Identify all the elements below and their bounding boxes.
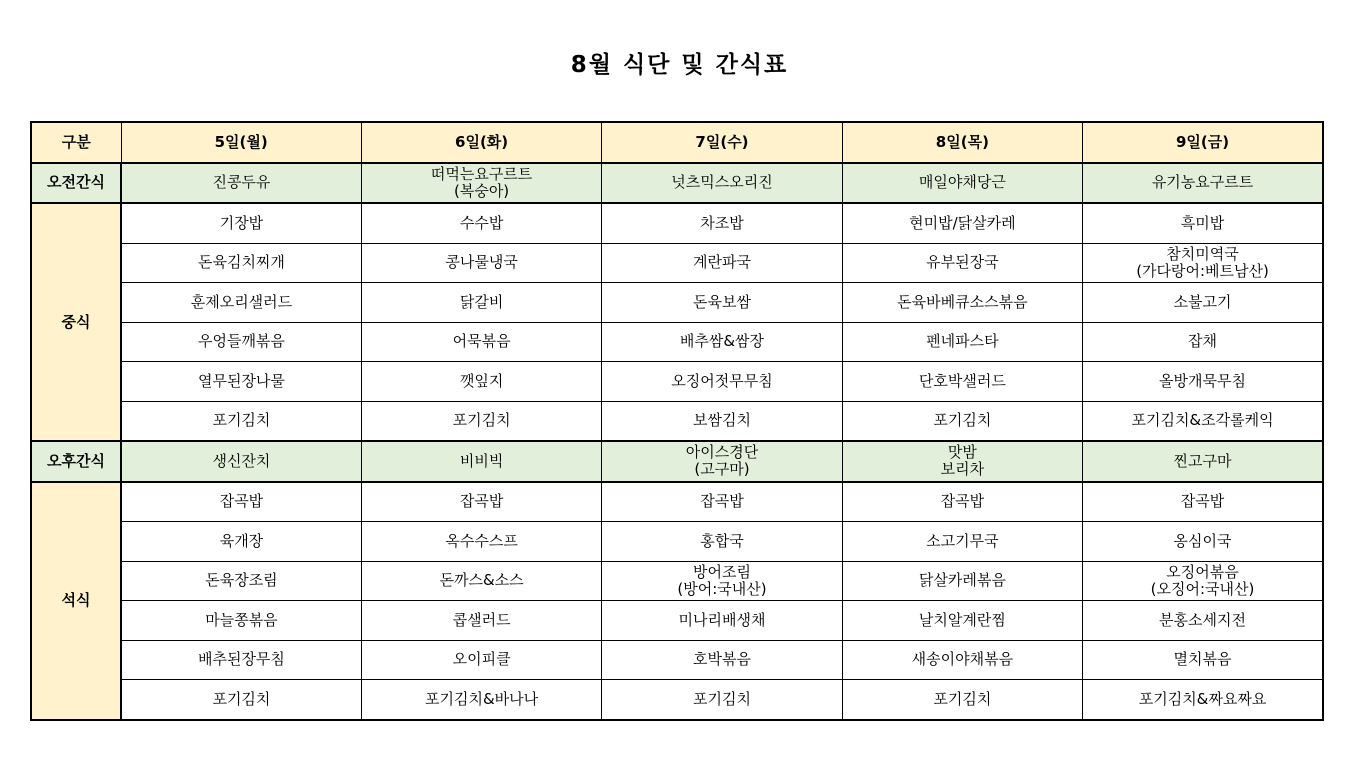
menu-item-text: 콥샐러드: [452, 610, 511, 629]
menu-cell-thu: [842, 243, 1082, 283]
menu-cell-thu: [842, 522, 1082, 562]
menu-cell-thu: [842, 601, 1082, 641]
menu-item-text: 돈육김치찌개: [197, 253, 285, 272]
menu-cell-wed: [602, 203, 842, 243]
menu-item-text: 오징어볶음: [1166, 562, 1239, 581]
menu-item-text: 돈육바베큐소스볶음: [897, 292, 1028, 311]
menu-cell-fri: [1083, 203, 1323, 243]
header-row: [31, 122, 1323, 163]
menu-item-text: 차조밥: [700, 213, 744, 232]
afternoon-snack-row: [31, 441, 1323, 482]
lunch-row: [31, 362, 1323, 402]
menu-cell-fri: [1083, 640, 1323, 680]
menu-cell-fri: [1083, 163, 1323, 204]
menu-cell-wed: [602, 283, 842, 323]
menu-item-text: 포기김치: [692, 689, 751, 708]
menu-item-text: 소고기무국: [926, 531, 999, 550]
menu-cell-fri: [1083, 482, 1323, 522]
menu-item-text: (방어:국내산): [677, 579, 767, 598]
menu-cell-mon: [121, 362, 361, 402]
menu-item-text: (가다랑어:베트남산): [1136, 261, 1269, 280]
menu-item-text: 배추쌈&쌈장: [679, 332, 765, 351]
menu-cell-fri: [1083, 601, 1323, 641]
menu-cell-fri: [1083, 362, 1323, 402]
lunch-row: [31, 243, 1323, 283]
menu-item-text: 맛밤: [947, 443, 977, 462]
menu-cell-tue: [361, 203, 601, 243]
dinner-row: [31, 561, 1323, 601]
day-header-wed: 7일(수): [602, 122, 842, 163]
lunch-row: [31, 401, 1323, 441]
menu-cell-fri: [1083, 243, 1323, 283]
category-label: 오전간식: [31, 163, 121, 204]
menu-item-text: 열무된장나물: [197, 371, 285, 390]
menu-cell-fri: [1083, 680, 1323, 720]
menu-cell-wed: [602, 401, 842, 441]
menu-item-text: 옹심이국: [1173, 531, 1232, 550]
menu-cell-tue: [361, 640, 601, 680]
menu-cell-tue: [361, 243, 601, 283]
menu-item-text: 계란파국: [692, 253, 751, 272]
menu-item-text: 찐고구마: [1173, 451, 1232, 470]
menu-cell-tue: [361, 322, 601, 362]
menu-item-text: 잡곡밥: [219, 492, 264, 511]
menu-item-text: 멸치볶음: [1173, 650, 1232, 669]
menu-item-text: 포기김치&바나나: [425, 689, 539, 708]
menu-item-text: 넛츠믹스오리진: [671, 173, 773, 192]
menu-cell-thu: [842, 322, 1082, 362]
menu-item-text: 포기김치: [933, 411, 992, 430]
menu-cell-thu: [842, 283, 1082, 323]
menu-item-text: 생신잔치: [212, 451, 271, 470]
menu-item-text: 매일야채당근: [918, 173, 1006, 192]
menu-cell-wed: [602, 243, 842, 283]
menu-item-text: 우엉들깨볶음: [197, 332, 285, 351]
menu-item-text: 진콩두유: [212, 173, 271, 192]
menu-item-text: 깻잎지: [459, 371, 504, 390]
menu-item-text: 닭갈비: [459, 292, 504, 311]
menu-item-text: 보리차: [940, 460, 985, 479]
lunch-row: [31, 283, 1323, 323]
dinner-row: [31, 522, 1323, 562]
menu-cell-mon: [121, 680, 361, 720]
menu-cell-wed: [602, 322, 842, 362]
menu-cell-mon: [121, 441, 361, 482]
menu-cell-wed: [602, 522, 842, 562]
menu-cell-wed: [602, 441, 842, 482]
menu-cell-thu: [842, 362, 1082, 402]
menu-cell-wed: [602, 362, 842, 402]
menu-item-text: 아이스경단: [685, 443, 759, 462]
menu-item-text: 올방개묵무침: [1159, 371, 1246, 390]
menu-item-text: 포기김치: [452, 411, 511, 430]
menu-cell-fri: [1083, 561, 1323, 601]
menu-cell-mon: [121, 482, 361, 522]
menu-item-text: 육개장: [219, 531, 264, 550]
menu-table: [30, 121, 1324, 721]
morning-snack-row: [31, 163, 1323, 204]
menu-item-text: 돈까스&소스: [439, 571, 524, 590]
menu-cell-mon: [121, 283, 361, 323]
dinner-row: [31, 601, 1323, 641]
menu-item-text: 홍합국: [700, 531, 744, 550]
menu-item-text: 분홍소세지전: [1159, 610, 1246, 629]
menu-item-text: 참치미역국: [1166, 244, 1239, 263]
menu-cell-tue: [361, 283, 601, 323]
menu-item-text: 펜네파스타: [926, 332, 999, 351]
menu-cell-tue: [361, 163, 601, 204]
page-title: 8월 식단 및 간식표: [570, 52, 789, 78]
menu-cell-tue: [361, 441, 601, 482]
menu-item-text: 잡곡밥: [700, 492, 744, 511]
menu-item-text: 흑미밥: [1180, 213, 1225, 232]
menu-item-text: 미나리배생채: [678, 610, 766, 629]
menu-cell-tue: [361, 601, 601, 641]
menu-cell-tue: [361, 680, 601, 720]
menu-cell-mon: [121, 163, 361, 204]
menu-item-text: 잡곡밥: [459, 492, 504, 511]
lunch-row: [31, 322, 1323, 362]
menu-cell-wed: [602, 601, 842, 641]
menu-cell-fri: [1083, 322, 1323, 362]
menu-item-text: (고구마): [694, 460, 750, 479]
menu-item-text: 비비빅: [459, 451, 504, 470]
day-header-mon: 5일(월): [121, 122, 361, 163]
menu-item-text: 닭살카레볶음: [918, 571, 1006, 590]
menu-item-text: 단호박샐러드: [918, 371, 1006, 390]
menu-item-text: 현미밥/닭살카레: [909, 213, 1016, 232]
menu-cell-wed: [602, 561, 842, 601]
menu-cell-fri: [1083, 283, 1323, 323]
menu-item-text: 기장밥: [219, 213, 264, 232]
category-label: 오후간식: [31, 441, 121, 482]
menu-cell-mon: [121, 601, 361, 641]
menu-item-text: 떠먹는요구르트: [430, 164, 533, 183]
category-header: 구분: [31, 122, 121, 163]
menu-cell-tue: [361, 561, 601, 601]
menu-item-text: 어묵볶음: [452, 332, 511, 351]
menu-cell-fri: [1083, 401, 1323, 441]
menu-cell-thu: [842, 482, 1082, 522]
menu-cell-mon: [121, 522, 361, 562]
menu-item-text: 콩나물냉국: [445, 253, 518, 272]
menu-cell-tue: [361, 401, 601, 441]
menu-cell-wed: [602, 482, 842, 522]
menu-item-text: 새송이야채볶음: [911, 650, 1014, 669]
menu-item-text: 유기농요구르트: [1151, 173, 1254, 192]
menu-item-text: 날치알계란찜: [918, 610, 1006, 629]
dinner-row: [31, 680, 1323, 720]
menu-item-text: 오징어젓무무침: [671, 371, 773, 390]
menu-item-text: 배추된장무침: [197, 650, 285, 669]
lunch-row: [31, 203, 1323, 243]
menu-item-text: 마늘쫑볶음: [205, 610, 278, 629]
day-header-tue: 6일(화): [361, 122, 601, 163]
dinner-row: [31, 640, 1323, 680]
menu-item-text: 돈육장조림: [205, 571, 278, 590]
menu-item-text: 포기김치: [212, 411, 271, 430]
menu-cell-wed: [602, 163, 842, 204]
menu-cell-tue: [361, 522, 601, 562]
menu-cell-mon: [121, 561, 361, 601]
menu-item-text: 훈제오리샐러드: [190, 292, 293, 311]
menu-cell-tue: [361, 482, 601, 522]
menu-cell-wed: [602, 640, 842, 680]
menu-item-text: 유부된장국: [926, 253, 999, 272]
menu-cell-mon: [121, 243, 361, 283]
menu-cell-mon: [121, 640, 361, 680]
menu-item-text: 방어조림: [692, 562, 751, 581]
menu-item-text: 돈육보쌈: [692, 292, 751, 311]
menu-cell-mon: [121, 203, 361, 243]
menu-item-text: 보쌈김치: [692, 411, 751, 430]
day-header-fri: 9일(금): [1083, 122, 1323, 163]
menu-item-text: 옥수수스프: [445, 531, 518, 550]
day-header-thu: 8일(목): [842, 122, 1082, 163]
menu-cell-thu: [842, 163, 1082, 204]
menu-item-text: 포기김치: [212, 689, 271, 708]
menu-cell-fri: [1083, 522, 1323, 562]
menu-cell-mon: [121, 322, 361, 362]
menu-cell-fri: [1083, 441, 1323, 482]
menu-item-text: 잡곡밥: [940, 492, 985, 511]
menu-cell-thu: [842, 203, 1082, 243]
menu-cell-tue: [361, 362, 601, 402]
menu-item-text: 호박볶음: [692, 650, 751, 669]
menu-cell-thu: [842, 640, 1082, 680]
menu-item-text: 잡곡밥: [1180, 492, 1225, 511]
menu-cell-thu: [842, 401, 1082, 441]
menu-item-text: 포기김치&짜요짜요: [1138, 689, 1267, 708]
menu-cell-thu: [842, 680, 1082, 720]
menu-item-text: 포기김치: [933, 689, 992, 708]
menu-cell-mon: [121, 401, 361, 441]
menu-cell-wed: [602, 680, 842, 720]
category-label: 석식: [31, 482, 121, 720]
category-label: 중식: [31, 203, 121, 441]
menu-cell-thu: [842, 441, 1082, 482]
menu-item-text: (오징어:국내산): [1150, 579, 1255, 598]
menu-item-text: (복숭아): [453, 181, 510, 200]
menu-item-text: 포기김치&조각롤케익: [1131, 411, 1274, 430]
menu-item-text: 소불고기: [1173, 292, 1232, 311]
menu-item-text: 잡채: [1188, 332, 1218, 351]
menu-cell-thu: [842, 561, 1082, 601]
menu-item-text: 수수밥: [459, 213, 504, 232]
menu-item-text: 오이피클: [452, 650, 511, 669]
dinner-row: [31, 482, 1323, 522]
